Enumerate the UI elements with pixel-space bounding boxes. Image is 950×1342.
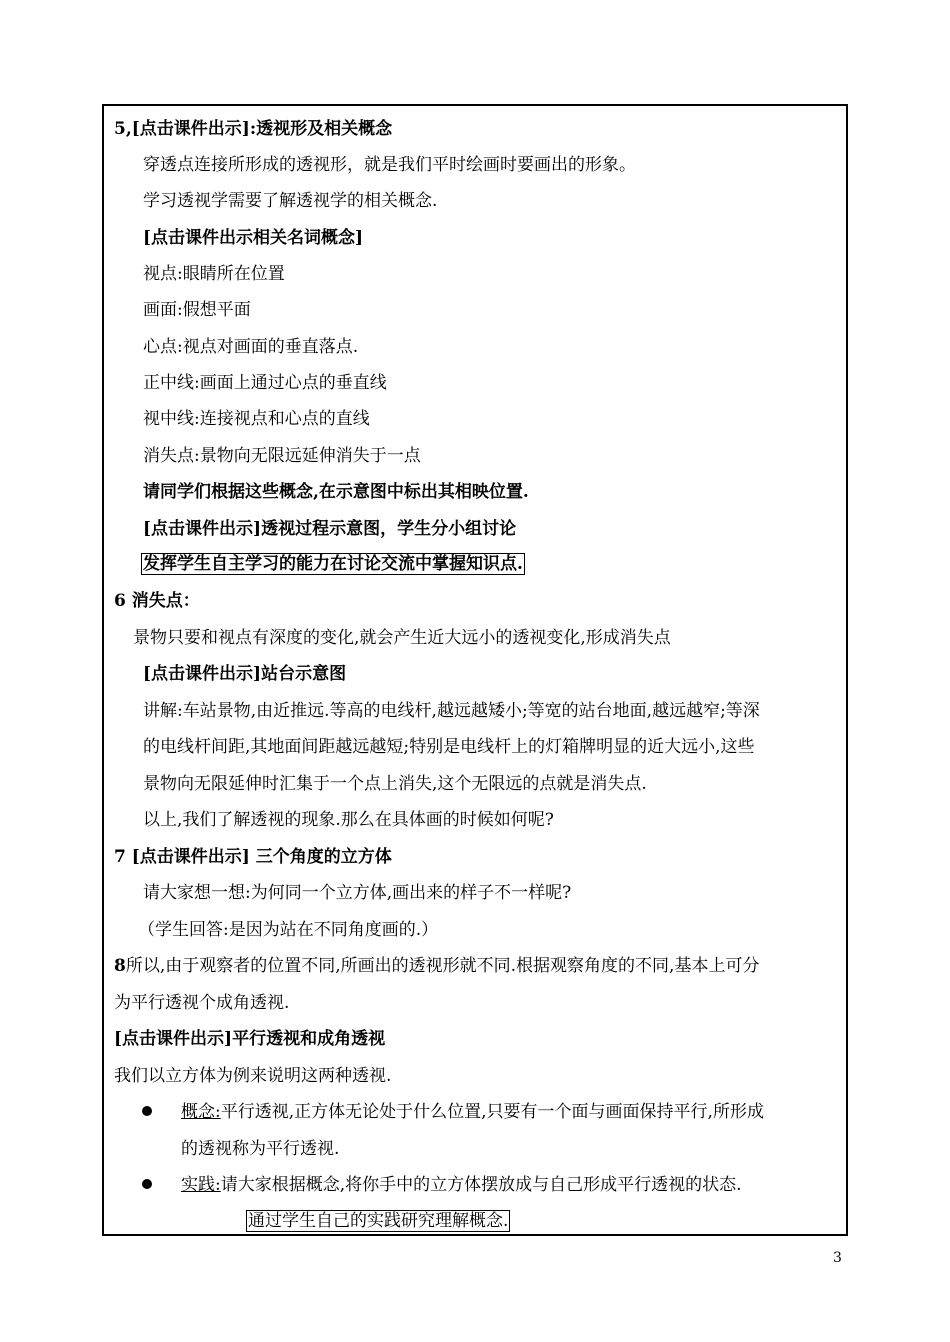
term-central-visual-ray: 视中线:连接视点和心点的直线 (143, 409, 370, 429)
section5-paragraph-1: 穿透点连接所形成的透视形，就是我们平时绘画时要画出的形象。 (143, 155, 636, 175)
concept-text: 平行透视,正方体无论处于什么位置,只要有一个面与画面保持平行,所形成 (220, 1102, 764, 1122)
bullet-icon (142, 1179, 152, 1189)
section6-explain-3: 景物向无限延伸时汇集于一个点上消失,这个无限远的点就是消失点. (143, 774, 647, 794)
section6-show: [点击课件出示]站台示意图 (143, 664, 347, 684)
term-vertical-center-line: 正中线:画面上通过心点的垂直线 (143, 373, 387, 393)
section8-note (246, 1209, 510, 1233)
section8-intro: 我们以立方体为例来说明这两种透视. (114, 1066, 392, 1086)
section8-number: 8 (114, 956, 126, 976)
section6-explain-2: 的电线杆间距,其地面间距越远越短;特别是电线杆上的灯箱牌明显的近大远小,这些 (143, 737, 755, 757)
section5-note (141, 552, 525, 576)
concept-label: 概念: (181, 1102, 221, 1122)
section7-question: 请大家想一想:为何同一个立方体,画出来的样子不一样呢? (143, 883, 572, 903)
section6-paragraph: 景物只要和视点有深度的变化,就会产生近大远小的透视变化,形成消失点 (133, 628, 671, 648)
practice-label: 实践: (181, 1175, 221, 1195)
term-center-point: 心点:视点对画面的垂直落点. (143, 337, 359, 357)
section6-heading: 6 消失点： (114, 591, 200, 611)
section7-answer: （学生回答:是因为站在不同角度画的.） (138, 920, 439, 940)
section5-note-box: 发挥学生自主学习的能力在讨论交流中掌握知识点. (143, 554, 523, 574)
section8-text: 所以,由于观察者的位置不同,所画出的透视形就不同.根据观察角度的不同,基本上可分 (125, 956, 760, 976)
bullet-icon (142, 1106, 152, 1116)
section5-show-terms: [点击课件出示相关名词概念] (143, 228, 364, 248)
section5-show-diagram: [点击课件出示]透视过程示意图，学生分小组讨论 (143, 519, 517, 539)
section8-line-2: 为平行透视个成角透视. (114, 993, 290, 1013)
section5-heading: 5,[点击课件出示]:透视形及相关概念 (114, 119, 393, 139)
term-picture-plane: 画面:假想平面 (143, 300, 251, 320)
page-number: 3 (833, 1250, 842, 1266)
practice-text: 请大家根据概念,将你手中的立方体摆放成与自己形成平行透视的状态. (220, 1175, 742, 1195)
section8-note-box: 通过学生自己的实践研究理解概念. (248, 1211, 509, 1231)
bullet-concept (181, 1100, 764, 1124)
bullet-practice (181, 1173, 742, 1197)
concept-continuation: 的透视称为平行透视. (181, 1139, 340, 1159)
section5-paragraph-2: 学习透视学需要了解透视学的相关概念. (143, 191, 438, 211)
section8-show: [点击课件出示]平行透视和成角透视 (114, 1029, 386, 1049)
section6-explain-1: 讲解:车站景物,由近推远.等高的电线杆,越远越矮小;等宽的站台地面,越远越窄;等深 (143, 701, 760, 721)
section6-summary: 以上,我们了解透视的现象.那么在具体画的时候如何呢? (143, 810, 554, 830)
term-viewpoint: 视点:眼睛所在位置 (143, 264, 285, 284)
section5-ask: 请同学们根据这些概念,在示意图中标出其相映位置. (143, 482, 529, 502)
section8-line-1 (114, 954, 759, 978)
term-vanishing-point: 消失点:景物向无限远延伸消失于一点 (143, 446, 421, 466)
section7-heading: 7 [点击课件出示] 三个角度的立方体 (114, 847, 392, 867)
